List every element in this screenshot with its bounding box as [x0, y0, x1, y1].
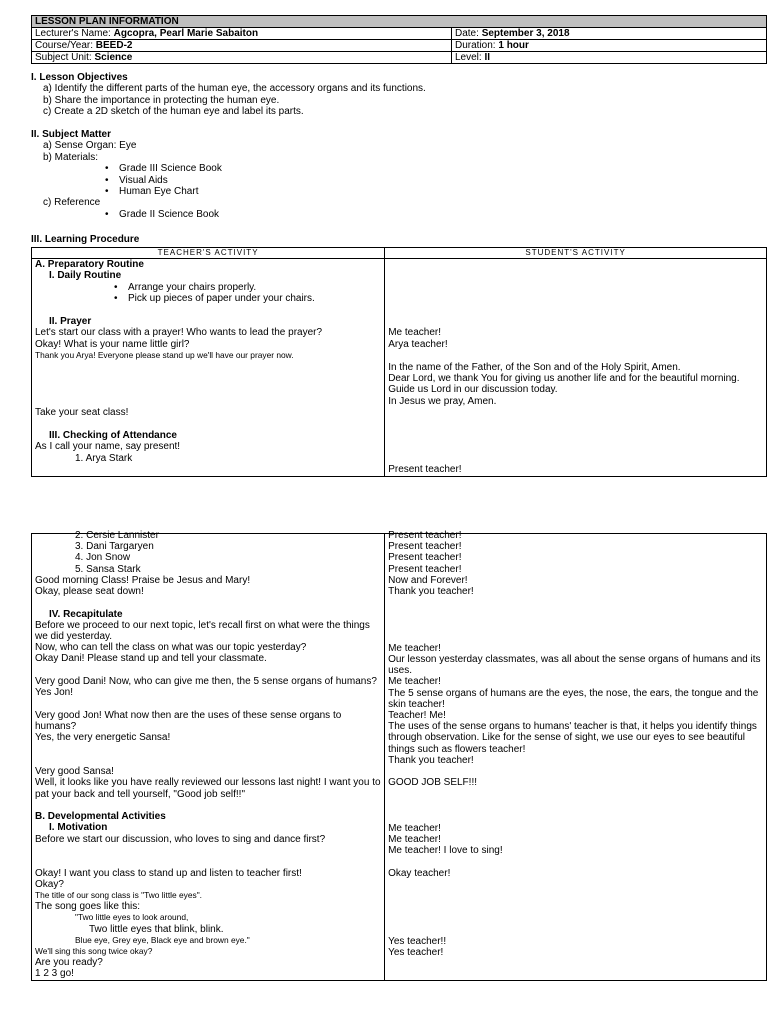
student-line: GOOD JOB SELF!!!: [388, 777, 477, 789]
student-line: Me teacher! I love to sing!: [388, 845, 503, 857]
routine-item: • Pick up pieces of paper under your chairs.: [128, 293, 381, 304]
material-item: • Visual Aids: [119, 175, 222, 186]
recap-title: IV. Recapitulate: [49, 608, 123, 620]
lecturer-name: Agcopra, Pearl Marie Sabaiton: [113, 28, 259, 39]
teacher-line: Very good Sansa!: [35, 766, 114, 778]
objective-item: b) Share the importance in protecting the human eye.: [43, 94, 280, 106]
teacher-line: Good morning Class! Praise be Jesus and Mary!: [35, 574, 251, 586]
daily-routine-title: I. Daily Routine: [49, 270, 122, 282]
student-line: Dear Lord, we thank You for giving us another life and for the beautiful morning.: [388, 372, 740, 384]
song-line: Two little eyes that blink, blink.: [89, 923, 224, 935]
teacher-line: Very good Dani! Now, who can give me then, the 5 sense organs of humans?: [35, 676, 377, 688]
song-line: "Two little eyes to look around,: [75, 912, 189, 923]
course-value: BEED-2: [95, 40, 133, 51]
teacher-line: As I call your name, say present!: [35, 441, 181, 453]
student-line: Okay teacher!: [388, 867, 451, 879]
student-line: Present teacher!: [388, 464, 462, 476]
student-line: Arya teacher!: [388, 338, 448, 350]
student-line: Thank you teacher!: [388, 754, 474, 766]
procedure-table-page2: [31, 530, 767, 981]
teacher-line: Okay! What is your name little girl?: [35, 338, 190, 350]
objective-item: c) Create a 2D sketch of the human eye and label its parts.: [43, 106, 304, 118]
subject-matter-title: II. Subject Matter: [31, 129, 112, 140]
student-name: 4. Jon Snow: [75, 552, 131, 564]
student-line: Me teacher!: [388, 822, 441, 834]
student-line: Thank you teacher!: [388, 586, 474, 598]
student-line: Present teacher!: [388, 552, 462, 564]
student-line: The 5 sense organs of humans are the eyes, the nose, the ears, the tongue and the skin teacher!: [388, 687, 759, 710]
date-value: September 3, 2018: [481, 28, 570, 39]
motivation-title: I. Motivation: [49, 822, 108, 834]
student-name: 1. Arya Stark: [75, 452, 133, 464]
student-name: 2. Cersie Lannister: [75, 530, 159, 541]
subject-value: Science: [94, 52, 133, 63]
teacher-activity-cell: [32, 530, 385, 981]
teacher-line: The title of our song class is "Two little eyes".: [35, 890, 203, 900]
sense-organ-line: a) Sense Organ: Eye: [43, 140, 137, 152]
teacher-line: Very good Jon! What now then are the uses of these sense organs to humans?: [35, 709, 342, 733]
teacher-activity-header: TEACHER'S ACTIVITY: [32, 248, 385, 259]
objectives-title: I. Lesson Objectives: [31, 72, 128, 83]
teacher-line: Take your seat class!: [35, 407, 129, 419]
student-line: Now and Forever!: [388, 574, 468, 586]
teacher-line: 1 2 3 go!: [35, 968, 74, 980]
song-line: Blue eye, Grey eye, Black eye and brown eye.": [75, 934, 250, 945]
procedure-table-page1: [31, 247, 767, 477]
duration-cell: Duration: 1 hour: [452, 40, 767, 52]
student-line: Present teacher!: [388, 563, 462, 575]
developmental-title: B. Developmental Activities: [35, 811, 166, 823]
reference-item: • Grade II Science Book: [119, 209, 222, 220]
materials-line: b) Materials:: [43, 151, 99, 163]
reference-list: [31, 209, 222, 220]
student-activity-cell: [385, 259, 767, 477]
teacher-line: We'll sing this song twice okay?: [35, 946, 153, 957]
student-line: Me teacher!: [388, 642, 441, 654]
student-activity-header: STUDENT'S ACTIVITY: [385, 248, 767, 259]
teacher-line: Let's start our class with a prayer! Who wants to lead the prayer?: [35, 327, 323, 339]
teacher-line: Okay! I want you class to stand up and listen to teacher first!: [35, 867, 302, 879]
teacher-line: Thank you Arya! Everyone please stand up we'll have our prayer now.: [35, 350, 294, 361]
lecturer-cell: Lecturer's Name: Agcopra, Pearl Marie Sabaiton: [32, 28, 452, 40]
student-activity-cell: [385, 530, 767, 981]
teacher-line: Well, it looks like you have really reviewed our lessons last night! I want you to pat your back and tell yourself, "Good job self!!": [35, 777, 381, 800]
routine-item: • Arrange your chairs properly.: [128, 282, 381, 293]
student-line: In Jesus we pray, Amen.: [388, 395, 497, 407]
level-value: II: [484, 52, 491, 63]
course-cell: Course/Year: BEED-2: [32, 40, 452, 52]
student-line: The uses of the sense organs to humans' teacher is that, it helps you identify things through observation. Like for the sense of sight, we use our eyes to see beautiful things such as flowers teacher!: [388, 721, 757, 755]
student-line: Me teacher!: [388, 676, 441, 688]
procedure-title: III. Learning Procedure: [31, 234, 140, 245]
student-line: Guide us Lord in our discussion today.: [388, 384, 558, 396]
student-line: In the name of the Father, of the Son and of the Holy Spirit, Amen.: [388, 361, 681, 373]
prep-title: A. Preparatory Routine: [35, 259, 144, 270]
teacher-line: Now, who can tell the class on what was our topic yesterday?: [35, 642, 307, 654]
objective-item: a) Identify the different parts of the human eye, the accessory organs and its functions.: [43, 83, 426, 95]
student-line: Present teacher!: [388, 530, 462, 541]
student-line: Me teacher!: [388, 833, 441, 845]
material-item: • Grade III Science Book: [119, 163, 222, 174]
teacher-line: Are you ready?: [35, 957, 103, 969]
duration-value: 1 hour: [498, 40, 529, 51]
student-line: Our lesson yesterday classmates, was all about the sense organs of humans and its uses.: [388, 653, 761, 677]
attendance-title: III. Checking of Attendance: [49, 430, 177, 441]
subject-matter-section: [31, 129, 222, 220]
subject-cell: Subject Unit: Science: [32, 52, 452, 64]
student-name: 5. Sansa Stark: [75, 563, 141, 575]
level-cell: Level: II: [452, 52, 767, 64]
material-item: • Human Eye Chart: [119, 186, 222, 197]
teacher-line: Before we start our discussion, who loves to sing and dance first?: [35, 833, 326, 845]
date-cell: Date: September 3, 2018: [452, 28, 767, 40]
student-line: Yes teacher!!: [388, 935, 447, 947]
teacher-line: Yes, the very energetic Sansa!: [35, 732, 171, 744]
teacher-line: Okay, please seat down!: [35, 586, 144, 598]
teacher-activity-cell: [32, 259, 385, 477]
daily-routine-list: [35, 282, 381, 305]
student-line: Teacher! Me!: [388, 710, 446, 721]
info-header: LESSON PLAN INFORMATION: [32, 16, 767, 28]
teacher-line: The song goes like this:: [35, 901, 141, 913]
teacher-line: Before we proceed to our next topic, let's recall first on what were the things we did yesterday.: [35, 619, 370, 643]
teacher-line: Okay?: [35, 878, 64, 890]
reference-line: c) Reference: [43, 197, 101, 209]
materials-list: [31, 163, 222, 197]
student-line: Present teacher!: [388, 541, 462, 553]
prayer-title: II. Prayer: [49, 316, 92, 328]
teacher-line: Yes Jon!: [35, 687, 73, 699]
student-line: Me teacher!: [388, 327, 441, 339]
lesson-info-table: [31, 15, 767, 64]
objectives-section: [31, 72, 426, 118]
student-name: 3. Dani Targaryen: [75, 541, 154, 553]
student-line: Yes teacher!: [388, 947, 444, 959]
teacher-line: Okay Dani! Please stand up and tell your classmate.: [35, 653, 267, 665]
